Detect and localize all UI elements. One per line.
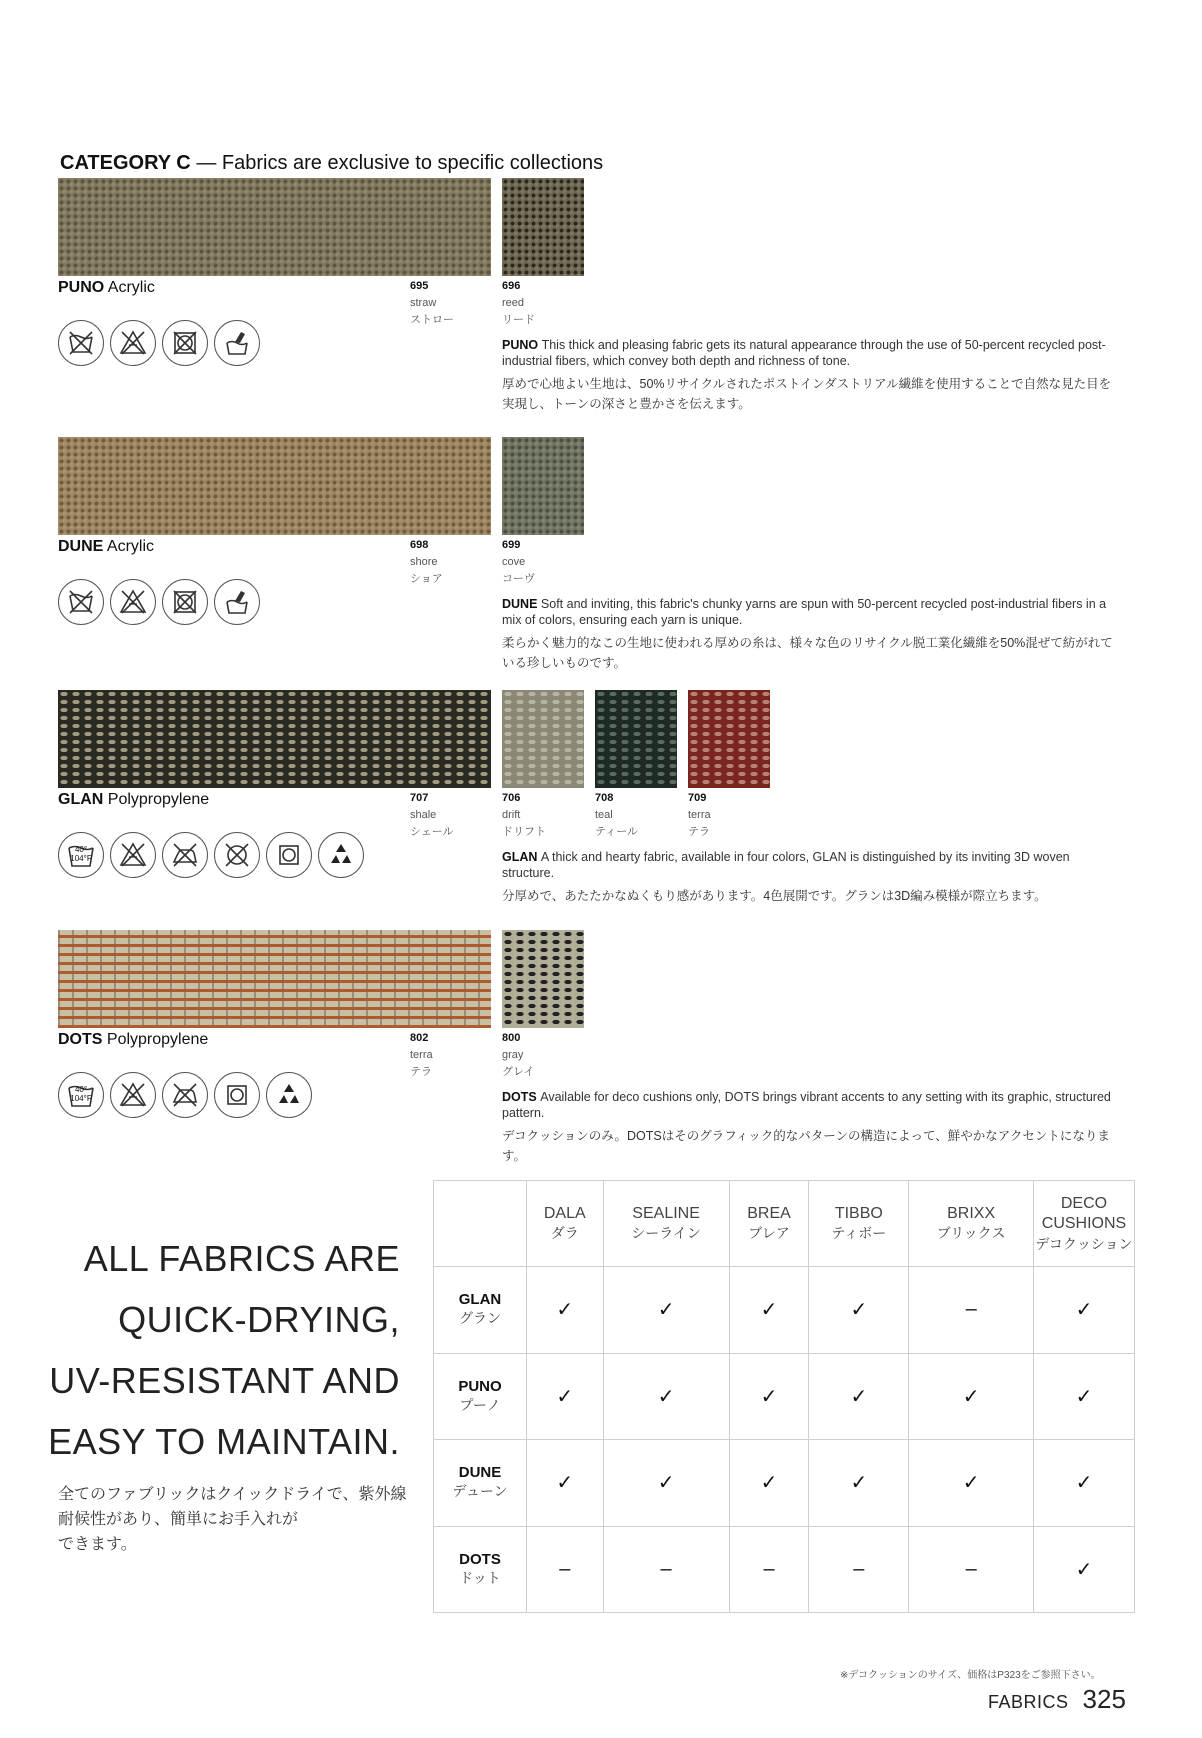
fabric-name: DUNE Acrylic: [58, 538, 155, 555]
compatibility-cell: ✓: [809, 1353, 909, 1440]
compatibility-cell: ✓: [527, 1267, 604, 1354]
fabric-swatch-color: [502, 930, 584, 1028]
compatibility-cell: ✓: [909, 1440, 1034, 1527]
compatibility-cell: ✓: [603, 1353, 729, 1440]
slogan-japanese: [58, 1482, 418, 1557]
fabric-swatch-color: [502, 178, 584, 276]
no-dry-clean-icon: [214, 832, 260, 878]
compatibility-cell: ✓: [603, 1440, 729, 1527]
fabric-swatch-main: [58, 437, 491, 535]
column-header: BRIXX ブリックス: [909, 1181, 1034, 1267]
column-header: DECO CUSHIONS デコクッション: [1034, 1181, 1135, 1267]
no-tumble-dry-icon: [162, 320, 208, 366]
no-tumble-dry-icon: [162, 579, 208, 625]
compatibility-cell: ✓: [527, 1440, 604, 1527]
slogan-line: QUICK-DRYING,: [118, 1299, 400, 1340]
swatch-code: 708 teal ティール: [595, 792, 638, 838]
row-header: PUNO プーノ: [434, 1353, 527, 1440]
slogan-line: EASY TO MAINTAIN.: [48, 1421, 400, 1462]
compatibility-cell: –: [603, 1526, 729, 1613]
swatch-code: 696 reed リード: [502, 280, 535, 326]
wash-40-icon: [58, 1072, 104, 1118]
compatibility-cell: –: [809, 1526, 909, 1613]
swatch-code: 698 shore ショア: [410, 539, 443, 585]
column-header: BREA ブレア: [729, 1181, 809, 1267]
table-row: [434, 1267, 1135, 1354]
slogan-jp-line: 全てのファブリックはクイックドライで、紫外線: [58, 1486, 407, 1503]
swatch-code: 707 shale シェール: [410, 792, 454, 838]
no-bleach-icon: [110, 320, 156, 366]
column-header: SEALINE シーライン: [603, 1181, 729, 1267]
category-dash: —: [196, 152, 217, 174]
table-row: [434, 1440, 1135, 1527]
swatch-code: 706 drift ドリフト: [502, 792, 546, 838]
wash-40-icon: [58, 832, 104, 878]
hand-wash-icon: [214, 320, 260, 366]
fabric-name: GLAN Polypropylene: [58, 791, 210, 808]
row-header: DUNE デューン: [434, 1440, 527, 1527]
slogan-line: ALL FABRICS ARE: [83, 1238, 400, 1279]
column-header: TIBBO ティボー: [809, 1181, 909, 1267]
compatibility-cell: –: [909, 1267, 1034, 1354]
tumble-dry-icon: [214, 1072, 260, 1118]
fabric-swatch-color: [595, 690, 677, 788]
care-icons: [58, 579, 260, 625]
swatch-code: 802 terra テラ: [410, 1032, 433, 1078]
page-footer: [988, 1684, 1126, 1715]
slogan-jp-line: できます。: [58, 1536, 137, 1553]
care-icons: [58, 832, 364, 878]
compatibility-cell: ✓: [809, 1440, 909, 1527]
compatibility-cell: ✓: [729, 1267, 809, 1354]
recycle-icon: [318, 832, 364, 878]
no-bleach-icon: [110, 1072, 156, 1118]
fabric-description: DOTS Available for deco cushions only, DOTS brings vibrant accents to any setting with its graphic, structured pattern. デコクッションのみ。DOTSはそのグラフィック的なパターンの構造によって、鮮やかなアクセントになります。: [502, 1090, 1111, 1163]
compatibility-cell: ✓: [527, 1353, 604, 1440]
compatibility-cell: ✓: [603, 1267, 729, 1354]
no-bleach-icon: [110, 579, 156, 625]
compatibility-cell: ✓: [809, 1267, 909, 1354]
compatibility-cell: ✓: [729, 1440, 809, 1527]
table-header-row: [434, 1181, 1135, 1267]
wash-temp: 40° 104°F: [70, 845, 92, 863]
fabric-swatch-color: [502, 437, 584, 535]
row-header: GLAN グラン: [434, 1267, 527, 1354]
fabric-swatch-main: [58, 178, 491, 276]
no-wash-icon: [58, 579, 104, 625]
fabric-swatch-color: [688, 690, 770, 788]
hand-wash-icon: [214, 579, 260, 625]
compatibility-cell: ✓: [1034, 1526, 1135, 1613]
footnote: ※デコクッションのサイズ、価格はP323をご参照下さい。: [840, 1670, 1101, 1681]
recycle-icon: [266, 1072, 312, 1118]
compatibility-cell: ✓: [909, 1353, 1034, 1440]
slogan-jp-line: 耐候性があり、簡単にお手入れが: [58, 1511, 299, 1528]
compatibility-table: [433, 1180, 1135, 1613]
fabric-description: DUNE Soft and inviting, this fabric's chunky yarns are spun with 50-percent recycled post-industrial fibers in a mix of colors, ensuring each yarn is unique. 柔らかく魅力的なこの生地に使われる厚めの糸は、様々な色のリサイクル脱工業化繊維を50%混ぜて紡がれている珍しいものです。: [502, 597, 1113, 670]
fabric-description: GLAN A thick and hearty fabric, available in four colors, GLAN is distinguished by its inviting 3D woven structure. 分厚めで、あたたかなぬくもり感があります。4色展開です。グランは3D編み模様が際立ちます。: [502, 850, 1070, 903]
compatibility-cell: ✓: [1034, 1353, 1135, 1440]
slogan: [40, 1228, 400, 1472]
no-bleach-icon: [110, 832, 156, 878]
row-header: DOTS ドット: [434, 1526, 527, 1613]
footer-section: FABRICS: [988, 1692, 1069, 1712]
swatch-code: 699 cove コーヴ: [502, 539, 535, 585]
no-iron-icon: [162, 832, 208, 878]
compatibility-cell: –: [527, 1526, 604, 1613]
compatibility-cell: ✓: [1034, 1267, 1135, 1354]
swatch-code: 695 straw ストロー: [410, 280, 454, 326]
category-subtitle: Fabrics are exclusive to specific collections: [221, 152, 604, 174]
slogan-line: UV-RESISTANT AND: [49, 1360, 400, 1401]
category-label: CATEGORY C: [60, 152, 191, 174]
fabric-swatch-main: [58, 690, 491, 788]
compatibility-cell: ✓: [1034, 1440, 1135, 1527]
table-row: [434, 1353, 1135, 1440]
compatibility-cell: –: [909, 1526, 1034, 1613]
wash-temp: 40° 104°F: [70, 1085, 92, 1103]
fabric-swatch-color: [502, 690, 584, 788]
care-icons: [58, 1072, 312, 1118]
no-wash-icon: [58, 320, 104, 366]
fabric-description: PUNO This thick and pleasing fabric gets its natural appearance through the use of 50-percent recycled post-industrial fibers, which convey both depth and richness of tone. 厚めで心地よい生地は、50%リサイクルされたポストインダストリアル繊維を使用することで自然な見た目を実現し、トーンの深さと豊かさを伝えます。: [502, 338, 1112, 411]
no-iron-icon: [162, 1072, 208, 1118]
compatibility-cell: –: [729, 1526, 809, 1613]
fabric-name: DOTS Polypropylene: [58, 1031, 209, 1048]
tumble-dry-icon: [266, 832, 312, 878]
swatch-code: 709 terra テラ: [688, 792, 711, 838]
page-number: 325: [1082, 1684, 1126, 1714]
table-row: [434, 1526, 1135, 1613]
column-header: DALA ダラ: [527, 1181, 604, 1267]
fabric-swatch-main: [58, 930, 491, 1028]
swatch-code: 800 gray グレイ: [502, 1032, 535, 1078]
category-heading: [60, 152, 603, 175]
table-corner: [434, 1181, 527, 1267]
fabric-name: PUNO Acrylic: [58, 279, 155, 296]
compatibility-cell: ✓: [729, 1353, 809, 1440]
care-icons: [58, 320, 260, 366]
